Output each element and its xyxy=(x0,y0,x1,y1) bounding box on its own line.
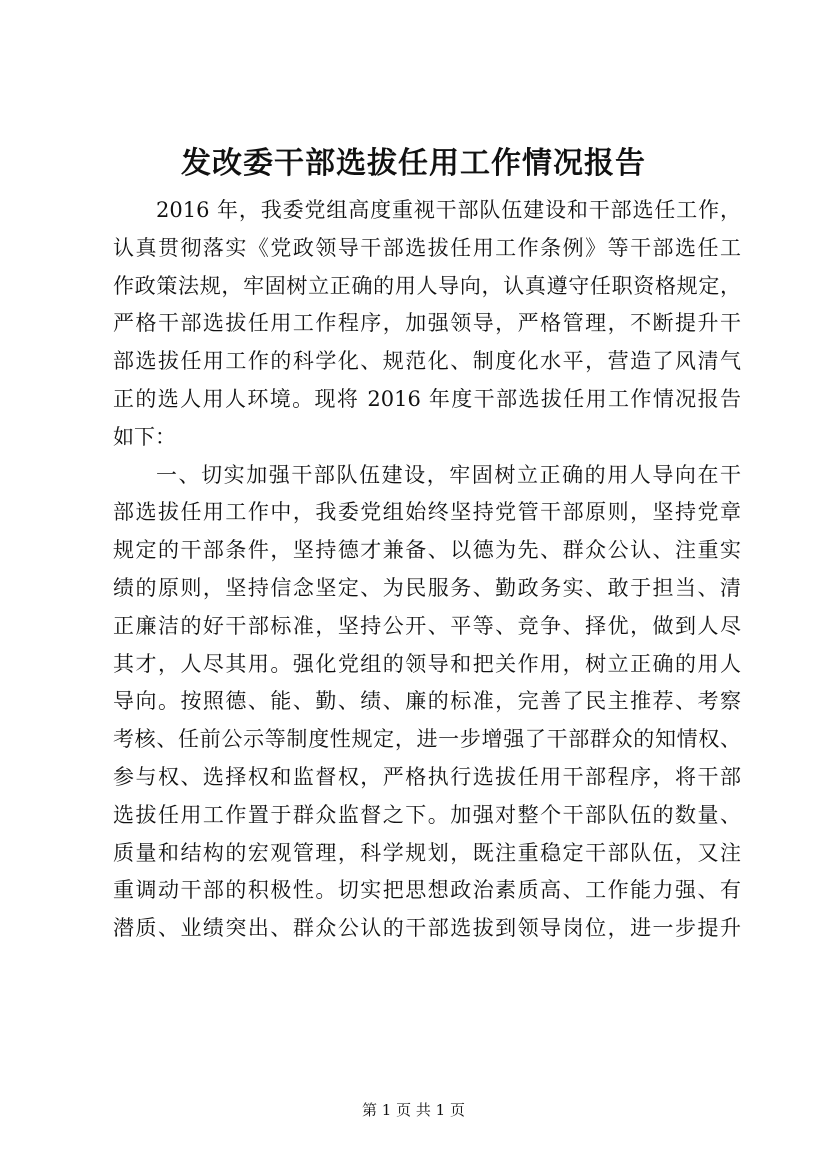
paragraph-2-line-2: 部选拔任用工作中，我委党组始终坚持党管干部原则，坚持党章 xyxy=(113,500,741,525)
paragraph-2-line-9: 参与权、选择权和监督权，严格执行选拔任用干部程序，将干部 xyxy=(113,764,741,789)
paragraph-2-line-3: 规定的干部条件，坚持德才兼备、以德为先、群众公认、注重实 xyxy=(113,538,741,563)
paragraph-1-line-4: 严格干部选拔任用工作程序，加强领导，严格管理，不断提升干 xyxy=(113,311,741,336)
paragraph-2-line-1: 一、切实加强干部队伍建设，牢固树立正确的用人导向在干 xyxy=(156,462,741,487)
paragraph-2-line-13: 潜质、业绩突出、群众公认的干部选拔到领导岗位，进一步提升 xyxy=(113,916,741,941)
paragraph-2-line-4: 绩的原则，坚持信念坚定、为民服务、勤政务实、敢于担当、清 xyxy=(113,575,741,600)
paragraph-2-line-6: 其才，人尽其用。强化党组的领导和把关作用，树立正确的用人 xyxy=(113,651,741,676)
paragraph-1-line-1: 2016 年，我委党组高度重视干部队伍建设和干部选任工作， xyxy=(156,198,741,222)
paragraph-1-line-2: 认真贯彻落实《党政领导干部选拔任用工作条例》等干部选任工 xyxy=(113,235,741,260)
page-footer: 第 1 页 共 1 页 xyxy=(362,1101,465,1119)
document-body xyxy=(113,192,741,948)
paragraph-2-line-11: 质量和结构的宏观管理，科学规划，既注重稳定干部队伍，又注 xyxy=(113,840,741,865)
paragraph-2-line-12: 重调动干部的积极性。切实把思想政治素质高、工作能力强、有 xyxy=(113,878,741,903)
paragraph-1-line-3: 作政策法规，牢固树立正确的用人导向，认真遵守任职资格规定， xyxy=(113,273,741,298)
paragraph-2-line-7: 导向。按照德、能、勤、绩、廉的标准，完善了民主推荐、考察 xyxy=(113,689,741,714)
paragraph-2-line-8: 考核、任前公示等制度性规定，进一步增强了干部群众的知情权、 xyxy=(113,727,741,752)
paragraph-1-line-7: 如下： xyxy=(113,424,176,449)
paragraph-1-line-5: 部选拔任用工作的科学化、规范化、制度化水平，营造了风清气 xyxy=(113,349,741,374)
document-title: 发改委干部选拔任用工作情况报告 xyxy=(181,146,646,181)
paragraph-1-line-6: 正的选人用人环境。现将 2016 年度干部选拔任用工作情况报告 xyxy=(113,386,741,411)
paragraph-2-line-10: 选拔任用工作置于群众监督之下。加强对整个干部队伍的数量、 xyxy=(113,802,741,827)
paragraph-2-line-5: 正廉洁的好干部标准，坚持公开、平等、竞争、择优，做到人尽 xyxy=(113,613,741,638)
